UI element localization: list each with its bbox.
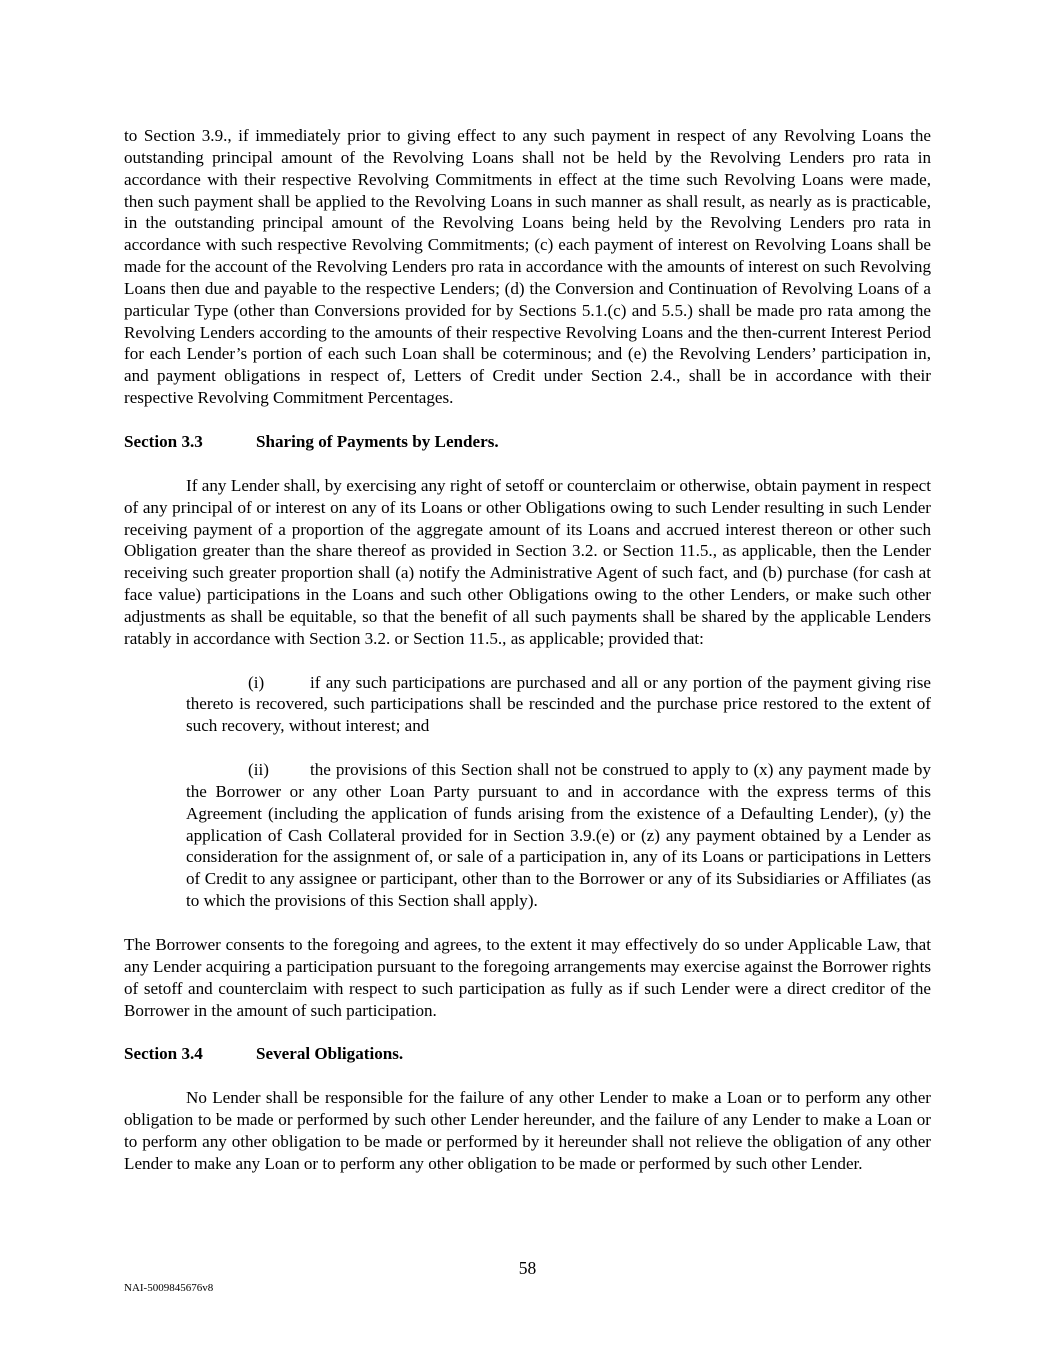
document-id: NAI-5009845676v8 [124, 1282, 214, 1294]
document-body [124, 125, 931, 1175]
section-number: Section 3.4 [124, 1044, 203, 1064]
section-title: Several Obligations. [256, 1044, 404, 1064]
clause-text: the provisions of this Section shall not be construed to apply to (x) any payment made by the Borrower or any other Loan Party pursuant to and in accordance with the express terms of this Agreement (including the application of funds arising from the existence of a Defaulting Lender), (y) the application of Cash Collateral provided for in Section 3.9.(e) or (z) any payment obtained by a Lender as consideration for the assignment of, or sale of a participation in, any of its Loans or participations in Letters of Credit to any assignee or participant, other than to the Borrower or any of its Subsidiaries or Affiliates (as to which the provisions of this Section shall apply). [186, 760, 931, 911]
paragraph-continuation: to Section 3.9., if immediately prior to giving effect to any such payment in respect of any Revolving Loans the outstanding principal amount of the Revolving Loans shall not be held by the Revolving Lenders pro rata in accordance with their respective Revolving Commitments in effect at the time such Revolving Loans were made, then such payment shall be applied to the Revolving Loans in such manner as shall result, as nearly as is practicable, in the outstanding principal amount of the Revolving Loans being held by the Revolving Lenders pro rata in accordance with such respective Revolving Commitments; (c) each payment of interest on Revolving Loans shall be made for the account of the Revolving Lenders pro rata in accordance with the amounts of interest on such Revolving Loans then due and payable to the respective Lenders; (d) the Conversion and Continuation of Revolving Loans of a particular Type (other than Conversions provided for by Sections 5.1.(c) and 5.5.) shall be made pro rata among the Revolving Lenders according to the amounts of their respective Revolving Loans and the then-current Interest Period for each Lender’s portion of each such Loan shall be coterminous; and (e) the Revolving Lenders’ participation in, and payment obligations in respect of, Letters of Credit under Section 2.4., shall be in accordance with their respective Revolving Commitment Percentages. [124, 126, 931, 408]
clause-i [186, 672, 931, 738]
section-title: Sharing of Payments by Lenders. [256, 431, 499, 451]
section-number: Section 3.3 [124, 431, 203, 451]
paragraph-borrower-consent: The Borrower consents to the foregoing and agrees, to the extent it may effectively do so under Applicable Law, that any Lender acquiring a participation pursuant to the foregoing arrangements may exercise against the Borrower rights of setoff and counterclaim with respect to such participation as fully as if such Lender were a direct creditor of the Borrower in the amount of such participation. [124, 935, 931, 1020]
clause-marker: (ii) [248, 760, 269, 780]
clause-marker: (i) [248, 672, 265, 692]
clause-ii [186, 759, 931, 912]
clause-text: if any such participations are purchased and all or any portion of the payment giving rise thereto is recovered, such participations shall be rescinded and the purchase price restored to the extent of such recovery, without interest; and [186, 672, 931, 736]
paragraph-sharing-of-payments: If any Lender shall, by exercising any right of setoff or counterclaim or otherwise, obtain payment in respect of any principal of or interest on any of its Loans or other Obligations owing to such Lender resulting in such Lender receiving payment of a proportion of the aggregate amount of its Loans and accrued interest thereon or other such Obligation greater than the share thereof as provided in Section 3.2. or Section 11.5., as applicable, then the Lender receiving such greater proportion shall (a) notify the Administrative Agent of such fact, and (b) purchase (for cash at face value) participations in the Loans and such other Obligations owing to the other Lenders, or make such other adjustments as shall be equitable, so that the benefit of all such payments shall be shared by the applicable Lenders ratably in accordance with Section 3.2. or Section 11.5., as applicable; provided that: [124, 475, 931, 648]
section-3-4-heading [124, 1043, 931, 1065]
page-number: 58 [518, 1258, 537, 1278]
paragraph-several-obligations: No Lender shall be responsible for the failure of any other Lender to make a Loan or to perform any other obligation to be made or performed by such other Lender hereunder, and the failure of any Lender to make a Loan or to perform any other obligation to be made or performed by it hereunder shall not relieve the obligation of any other Lender to make any Loan or to perform any other obligation to be made or performed by such other Lender. [124, 1088, 931, 1173]
section-3-3-heading [124, 431, 931, 453]
